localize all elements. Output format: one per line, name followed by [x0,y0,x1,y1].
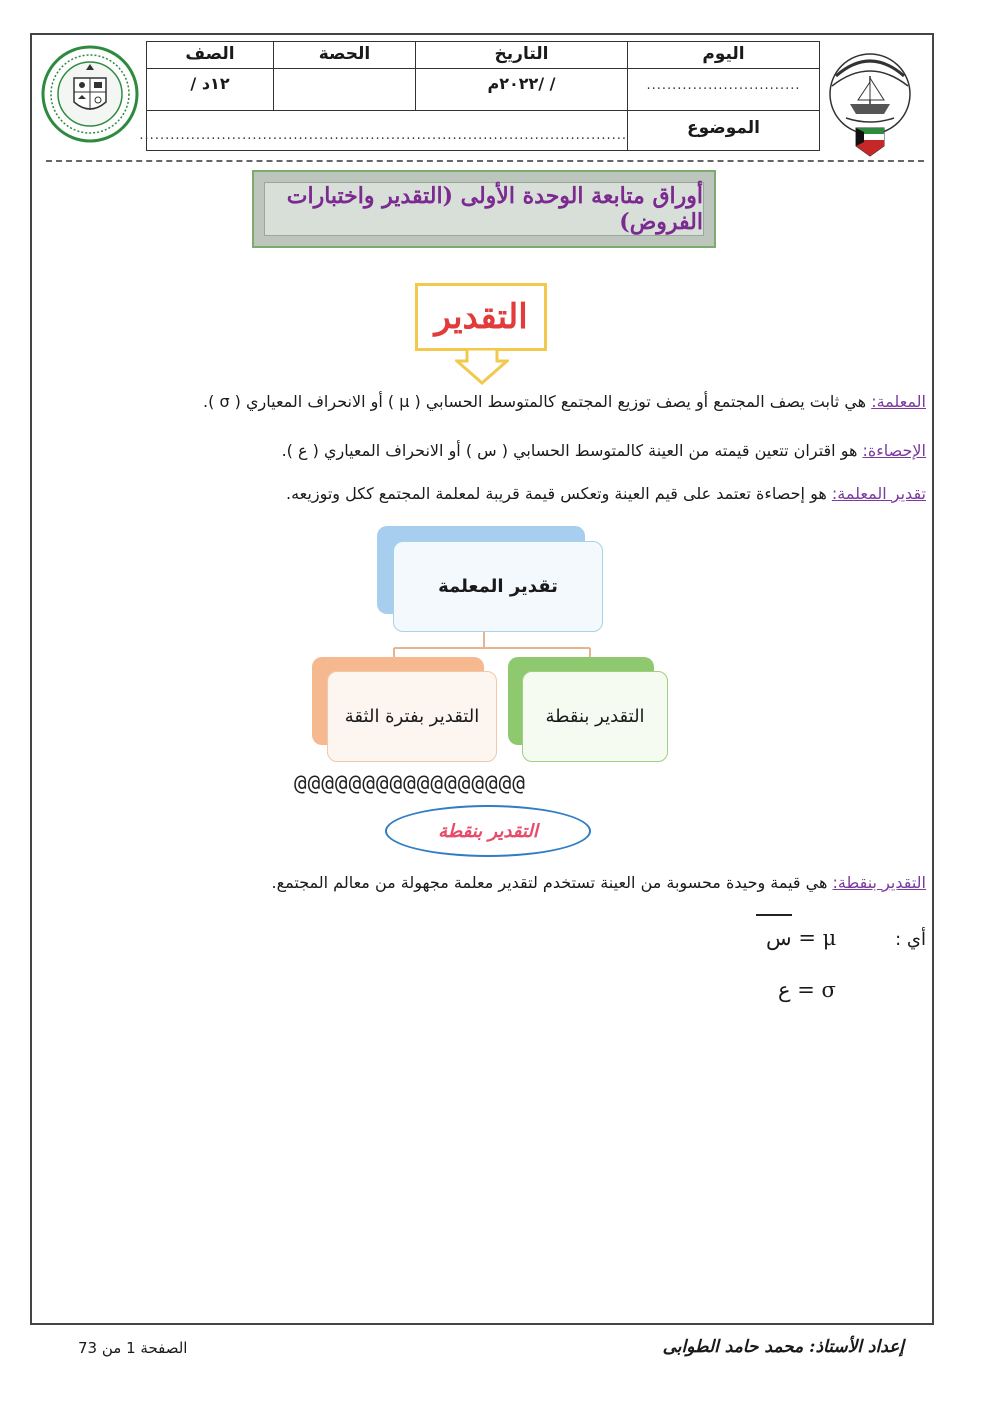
page-title: أوراق متابعة الوحدة الأولى (التقدير واختبارات الفروض) [286,183,703,235]
period-label: الحصة [318,44,371,64]
author-credit: إعداد الأستاذ: محمد حامد الطوابى [662,1337,904,1357]
date-label: التاريخ [494,44,549,64]
definition-text: هي ثابت يصف المجتمع أو يصف توزيع المجتمع كالمتوسط الحسابي ( μ ) أو الانحراف المعياري ( σ ). [203,392,872,411]
equations-prefix: أي : [895,929,926,950]
equation-sd: ع = σ [778,978,836,1002]
right-box-label: التقدير بنقطة [545,706,645,727]
class-value[interactable]: ١٢د / [190,74,230,93]
root-box-label: تقدير المعلمة [438,576,558,597]
definition-term: تقدير المعلمة: [831,484,926,503]
definition-term: التقدير بنقطة: [832,873,926,892]
equation-mean: س = μ [766,926,837,950]
day-value[interactable]: .............................. [646,78,801,93]
subject-label: الموضوع [627,110,819,150]
definition-text: هو إحصاءة تعتمد على قيم العينة وتعكس قيمة قريبة لمعلمة المجتمع ككل وتوزيعه. [286,484,832,503]
definition-text: هو اقتران تتعين قيمته من العينة كالمتوسط الحسابي ( س ) أو الانحراف المعياري ( ع ). [281,441,863,460]
section-heading: التقدير [434,297,528,337]
definition-text: هي قيمة وحيدة محسوبة من العينة تستخدم لتقدير معلمة مجهولة من معالم المجتمع. [271,873,833,892]
definition-point-estimate [272,873,926,892]
left-box-label: التقدير بفترة الثقة [344,706,480,727]
date-value[interactable]: / /٢٠٢٢م [487,74,556,93]
definition-term: الإحصاءة: [862,441,926,460]
separator-line: @@@@@@@@@@@@@@@@@ [294,771,526,795]
class-label: الصف [185,44,235,64]
xbar-overline [756,914,792,916]
day-label: اليوم [702,44,745,64]
subheading-oval [385,805,591,857]
definition-term: المعلمة: [871,392,926,411]
subheading: التقدير بنقطة [438,820,538,842]
subject-value[interactable]: ............................................................................................... [139,128,627,143]
page-number: الصفحة 1 من 73 [78,1339,188,1357]
